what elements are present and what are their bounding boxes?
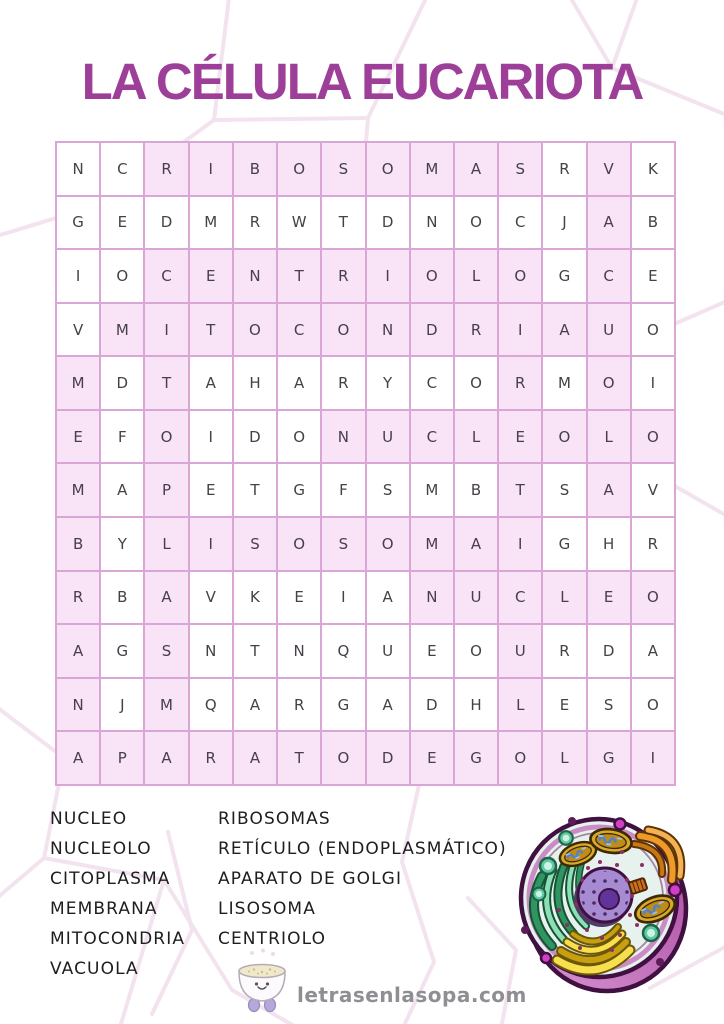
grid-cell[interactable]: G <box>543 250 585 302</box>
site-watermark: letrasenlasopa.com <box>297 983 527 1007</box>
grid-cell[interactable]: L <box>455 411 497 463</box>
grid-cell[interactable]: J <box>543 197 585 249</box>
grid-cell[interactable]: I <box>145 304 187 356</box>
grid-cell[interactable]: O <box>411 250 453 302</box>
grid-cell[interactable]: O <box>101 250 143 302</box>
grid-cell[interactable]: L <box>145 518 187 570</box>
grid-cell[interactable]: P <box>101 732 143 784</box>
grid-cell[interactable]: I <box>322 572 364 624</box>
word-list-item: MEMBRANA <box>50 899 158 919</box>
grid-cell[interactable]: I <box>499 518 541 570</box>
grid-cell[interactable]: E <box>588 572 630 624</box>
grid-cell[interactable]: A <box>145 572 187 624</box>
grid-cell[interactable]: M <box>101 304 143 356</box>
word-list-item: CITOPLASMA <box>50 869 171 889</box>
word-list-item: APARATO DE GOLGI <box>218 869 403 889</box>
grid-cell[interactable]: K <box>632 143 674 195</box>
grid-cell[interactable]: E <box>190 250 232 302</box>
grid-cell[interactable]: Y <box>367 357 409 409</box>
grid-cell[interactable]: R <box>322 250 364 302</box>
grid-cell[interactable]: M <box>411 143 453 195</box>
grid-cell[interactable]: D <box>367 732 409 784</box>
grid-cell[interactable]: Y <box>101 518 143 570</box>
grid-cell[interactable]: R <box>57 572 99 624</box>
grid-cell[interactable]: S <box>588 679 630 731</box>
grid-cell[interactable]: I <box>57 250 99 302</box>
grid-cell[interactable]: D <box>411 304 453 356</box>
grid-cell[interactable]: D <box>234 411 276 463</box>
grid-cell[interactable]: H <box>588 518 630 570</box>
grid-cell[interactable]: H <box>455 679 497 731</box>
grid-cell[interactable]: L <box>499 679 541 731</box>
grid-cell[interactable]: A <box>543 304 585 356</box>
grid-cell[interactable]: I <box>499 304 541 356</box>
grid-cell[interactable]: L <box>543 732 585 784</box>
word-list-item: LISOSOMA <box>218 899 316 919</box>
grid-cell[interactable]: B <box>234 143 276 195</box>
grid-cell[interactable]: C <box>588 250 630 302</box>
grid-cell[interactable]: I <box>367 250 409 302</box>
grid-cell[interactable]: L <box>455 250 497 302</box>
word-list-column-1 <box>50 804 185 984</box>
grid-cell[interactable]: N <box>190 625 232 677</box>
grid-cell[interactable]: A <box>588 197 630 249</box>
grid-cell[interactable]: N <box>234 250 276 302</box>
grid-cell[interactable]: O <box>499 250 541 302</box>
grid-cell[interactable]: N <box>367 304 409 356</box>
grid-cell[interactable]: E <box>499 411 541 463</box>
grid-cell[interactable]: C <box>145 250 187 302</box>
grid-cell[interactable]: G <box>588 732 630 784</box>
grid-cell[interactable]: A <box>234 679 276 731</box>
grid-cell[interactable]: R <box>234 197 276 249</box>
grid-cell[interactable]: N <box>322 411 364 463</box>
grid-cell[interactable]: J <box>101 679 143 731</box>
grid-cell[interactable]: I <box>632 357 674 409</box>
grid-cell[interactable]: A <box>190 357 232 409</box>
grid-cell[interactable]: I <box>190 411 232 463</box>
grid-cell[interactable]: T <box>190 304 232 356</box>
grid-cell[interactable]: O <box>632 679 674 731</box>
grid-cell[interactable]: T <box>234 625 276 677</box>
grid-cell[interactable]: O <box>322 304 364 356</box>
grid-cell[interactable]: L <box>588 411 630 463</box>
grid-cell[interactable]: R <box>190 732 232 784</box>
grid-cell[interactable]: O <box>367 143 409 195</box>
grid-cell[interactable]: R <box>499 357 541 409</box>
grid-cell[interactable]: M <box>411 518 453 570</box>
grid-cell[interactable]: A <box>57 625 99 677</box>
grid-cell[interactable]: W <box>278 197 320 249</box>
grid-cell[interactable]: T <box>278 732 320 784</box>
grid-cell[interactable]: O <box>455 197 497 249</box>
grid-cell[interactable]: C <box>411 411 453 463</box>
grid-cell[interactable]: F <box>322 464 364 516</box>
grid-cell[interactable]: R <box>632 518 674 570</box>
word-list-item: VACUOLA <box>50 959 139 979</box>
grid-cell[interactable]: E <box>411 625 453 677</box>
grid-cell[interactable]: V <box>588 143 630 195</box>
grid-cell[interactable]: D <box>588 625 630 677</box>
grid-cell[interactable]: O <box>455 357 497 409</box>
grid-cell[interactable]: R <box>543 625 585 677</box>
grid-cell[interactable]: M <box>190 197 232 249</box>
grid-cell[interactable]: R <box>455 304 497 356</box>
grid-cell[interactable]: B <box>455 464 497 516</box>
grid-cell[interactable]: D <box>411 679 453 731</box>
grid-cell[interactable]: O <box>543 411 585 463</box>
grid-cell[interactable]: M <box>57 464 99 516</box>
eukaryotic-cell-illustration <box>512 810 697 1000</box>
grid-cell[interactable]: O <box>234 304 276 356</box>
grid-cell[interactable]: I <box>632 732 674 784</box>
grid-cell[interactable]: N <box>411 572 453 624</box>
grid-cell[interactable]: G <box>543 518 585 570</box>
grid-cell[interactable]: C <box>411 357 453 409</box>
page-title: LA CÉLULA EUCARIOTA <box>81 53 643 110</box>
word-list-item: NUCLEO <box>50 809 128 829</box>
grid-cell[interactable]: G <box>322 679 364 731</box>
wordsearch-grid <box>55 141 676 786</box>
word-list-item: NUCLEOLO <box>50 839 152 859</box>
grid-cell[interactable]: N <box>57 679 99 731</box>
grid-cell[interactable]: U <box>367 625 409 677</box>
grid-cell[interactable]: S <box>322 143 364 195</box>
grid-cell[interactable]: V <box>190 572 232 624</box>
grid-cell[interactable]: V <box>632 464 674 516</box>
grid-cell[interactable]: O <box>278 518 320 570</box>
grid-cell[interactable]: E <box>411 732 453 784</box>
grid-cell[interactable]: G <box>455 732 497 784</box>
grid-cell[interactable]: G <box>57 197 99 249</box>
grid-cell[interactable]: E <box>278 572 320 624</box>
word-list-item: CENTRIOLO <box>218 929 327 949</box>
grid-cell[interactable]: U <box>588 304 630 356</box>
grid-cell[interactable]: H <box>234 357 276 409</box>
grid-cell[interactable]: G <box>101 625 143 677</box>
grid-cell[interactable]: A <box>234 732 276 784</box>
grid-cell[interactable]: T <box>145 357 187 409</box>
grid-cell[interactable]: E <box>632 250 674 302</box>
grid-cell[interactable]: R <box>543 143 585 195</box>
grid-cell[interactable]: O <box>588 357 630 409</box>
grid-cell[interactable]: I <box>190 143 232 195</box>
grid-cell[interactable]: S <box>499 143 541 195</box>
grid-cell[interactable]: N <box>57 143 99 195</box>
grid-cell[interactable]: R <box>278 679 320 731</box>
grid-cell[interactable]: A <box>101 464 143 516</box>
grid-cell[interactable]: A <box>57 732 99 784</box>
grid-cell[interactable]: A <box>145 732 187 784</box>
grid-cell[interactable]: G <box>278 464 320 516</box>
word-list-item: RIBOSOMAS <box>218 809 331 829</box>
grid-cell[interactable]: S <box>234 518 276 570</box>
grid-cell[interactable]: O <box>322 732 364 784</box>
grid-cell[interactable]: E <box>190 464 232 516</box>
grid-cell[interactable]: U <box>499 625 541 677</box>
grid-cell[interactable]: A <box>588 464 630 516</box>
grid-cell[interactable]: F <box>101 411 143 463</box>
grid-cell[interactable]: B <box>101 572 143 624</box>
grid-cell[interactable]: M <box>145 679 187 731</box>
grid-cell[interactable]: Q <box>322 625 364 677</box>
grid-cell[interactable]: B <box>632 197 674 249</box>
grid-cell[interactable]: C <box>278 304 320 356</box>
word-list-column-2 <box>218 804 507 954</box>
grid-cell[interactable]: N <box>411 197 453 249</box>
grid-cell[interactable]: O <box>145 411 187 463</box>
grid-cell[interactable]: L <box>543 572 585 624</box>
grid-cell[interactable]: R <box>322 357 364 409</box>
grid-cell[interactable]: E <box>101 197 143 249</box>
grid-cell[interactable]: O <box>455 625 497 677</box>
grid-cell[interactable]: D <box>101 357 143 409</box>
grid-cell[interactable]: A <box>455 143 497 195</box>
word-list-item: RETÍCULO (ENDOPLASMÁTICO) <box>218 839 507 859</box>
grid-cell[interactable]: P <box>145 464 187 516</box>
grid-cell[interactable]: A <box>455 518 497 570</box>
grid-cell[interactable]: E <box>57 411 99 463</box>
grid-cell[interactable]: K <box>234 572 276 624</box>
grid-cell[interactable]: A <box>367 679 409 731</box>
grid-cell[interactable]: S <box>543 464 585 516</box>
soup-bowl-mascot-icon <box>232 948 292 1014</box>
grid-cell[interactable]: S <box>367 464 409 516</box>
grid-cell[interactable]: T <box>278 250 320 302</box>
grid-cell[interactable]: O <box>632 411 674 463</box>
grid-cell[interactable]: T <box>499 464 541 516</box>
grid-cell[interactable]: D <box>145 197 187 249</box>
word-list-item: MITOCONDRIA <box>50 929 186 949</box>
grid-cell[interactable]: Q <box>190 679 232 731</box>
grid-cell[interactable]: O <box>278 411 320 463</box>
grid-cell[interactable]: I <box>190 518 232 570</box>
grid-cell[interactable]: D <box>367 197 409 249</box>
grid-cell[interactable]: A <box>632 625 674 677</box>
grid-cell[interactable]: T <box>234 464 276 516</box>
grid-cell[interactable]: S <box>322 518 364 570</box>
grid-cell[interactable]: E <box>543 679 585 731</box>
grid-cell[interactable]: B <box>57 518 99 570</box>
grid-cell[interactable]: M <box>411 464 453 516</box>
grid-cell[interactable]: T <box>322 197 364 249</box>
grid-cell[interactable]: R <box>145 143 187 195</box>
grid-cell[interactable]: C <box>101 143 143 195</box>
grid-cell[interactable]: O <box>499 732 541 784</box>
grid-cell[interactable]: N <box>278 625 320 677</box>
grid-cell[interactable]: C <box>499 572 541 624</box>
grid-cell[interactable]: S <box>145 625 187 677</box>
grid-cell[interactable]: C <box>499 197 541 249</box>
grid-cell[interactable]: M <box>57 357 99 409</box>
grid-cell[interactable]: A <box>367 572 409 624</box>
grid-cell[interactable]: M <box>543 357 585 409</box>
grid-cell[interactable]: O <box>632 572 674 624</box>
grid-cell[interactable]: U <box>455 572 497 624</box>
grid-cell[interactable]: O <box>632 304 674 356</box>
grid-cell[interactable]: A <box>278 357 320 409</box>
grid-cell[interactable]: O <box>367 518 409 570</box>
grid-cell[interactable]: U <box>367 411 409 463</box>
grid-cell[interactable]: O <box>278 143 320 195</box>
grid-cell[interactable]: V <box>57 304 99 356</box>
